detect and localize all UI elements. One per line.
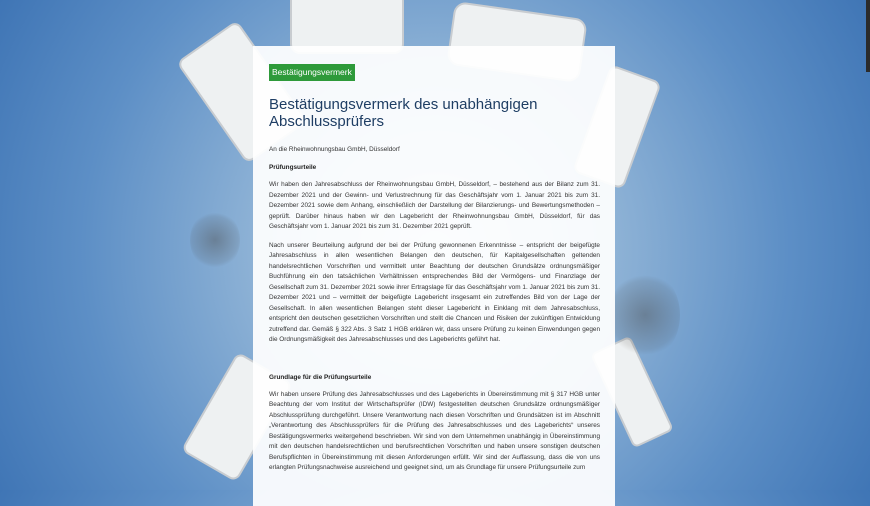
paragraph: Wir haben unsere Prüfung des Jahresabschlusses und des Lageberichts in Übereinstimmung mit § 317 HGB unter Beachtung der vom Institut der Wirtschaftsprüfer (IDW) festgestellten deutschen Grundsätze ordnungsmäßiger Abschlussprüfung durchgeführt. Unsere Verantwortung nach diesen Vorschriften und Grundsätzen ist im Abschnitt „Verantwortung des Abschlussprüfers für die Prüfung des Jahresabschlusses und des Lageberichts“ unseres Bestätigungsvermerks weitergehend beschrieben. Wir sind von dem Unternehmen unabhängig in Übereinstimmung mit den deutschen handelsrechtlichen und berufsrechtlichen Vorschriften und haben unsere sonstigen deutschen Berufspflichten in Übereinstimmung mit diesen Anforderungen erfüllt. Wir sind der Auffassung, dass die von uns erlangten Prüfungsnachweise ausreichend und geeignet sind, um als Grundlage für unsere Prüfungsurteile zum bbox=[269, 390, 600, 471]
addressee: An die Rheinwohnungsbau GmbH, Düsseldorf bbox=[269, 146, 400, 153]
section-heading: Prüfungsurteile bbox=[269, 164, 317, 171]
section-heading: Grundlage für die Prüfungsurteile bbox=[269, 373, 372, 381]
background-tree bbox=[610, 270, 680, 360]
background-tree bbox=[190, 210, 240, 270]
paragraph: Wir haben den Jahresabschluss der Rheinwohnungsbau GmbH, Düsseldorf, – bestehend aus der Bilanz zum 31. Dezember 2021 und der Gewinn- und Verlustrechnung für das Geschäftsjahr vom 1. Januar 2021 bis zum 31. Dezember 2021 sowie dem Anhang, einschließlich der Darstellung der Bilanzierungs- und Bewertungsmethoden – geprüft. Darüber hinaus haben wir den Lagebericht der Rheinwohnungsbau GmbH, Düsseldorf, für das Geschäftsjahr vom 1. Januar 2021 bis zum 31. Dezember 2021 geprüft. bbox=[269, 181, 600, 230]
scrollbar[interactable] bbox=[866, 0, 870, 72]
spacer bbox=[269, 346, 600, 364]
section-badge: Bestätigungsvermerk bbox=[269, 64, 355, 81]
content-panel bbox=[253, 46, 615, 506]
page-title: Bestätigungsvermerk des unabhängigen Abschlussprüfers bbox=[269, 96, 538, 130]
paragraph: Nach unserer Beurteilung aufgrund der bei der Prüfung gewonnenen Erkenntnisse – entspricht der beigefügte Jahresabschluss in allen wesentlichen Belangen den deutschen, für Kapitalgesellschaften geltenden handelsrechtlichen Vorschriften und vermittelt unter Beachtung der deutschen Grundsätze ordnungsmäßiger Buchführung ein den tatsächlichen Verhältnissen entsprechendes Bild der Vermögens- und Finanzlage der Gesellschaft zum 31. Dezember 2021 sowie ihrer Ertragslage für das Geschäftsjahr vom 1. Januar 2021 bis zum 31. Dezember 2021 und – vermittelt der beigefügte Lagebericht insgesamt ein zutreffendes Bild von der Lage der Gesellschaft. In allen wesentlichen Belangen steht dieser Lagebericht in Einklang mit dem Jahresabschluss, entspricht den deutschen gesetzlichen Vorschriften und stellt die Chancen und Risiken der zukünftigen Entwicklung zutreffend dar. Gemäß § 322 Abs. 3 Satz 1 HGB erklären wir, dass unsere Prüfung zu keinen Einwendungen gegen die Ordnungsmäßigkeit des Jahresabschlusses und des Lageberichts geführt hat. bbox=[269, 241, 600, 343]
